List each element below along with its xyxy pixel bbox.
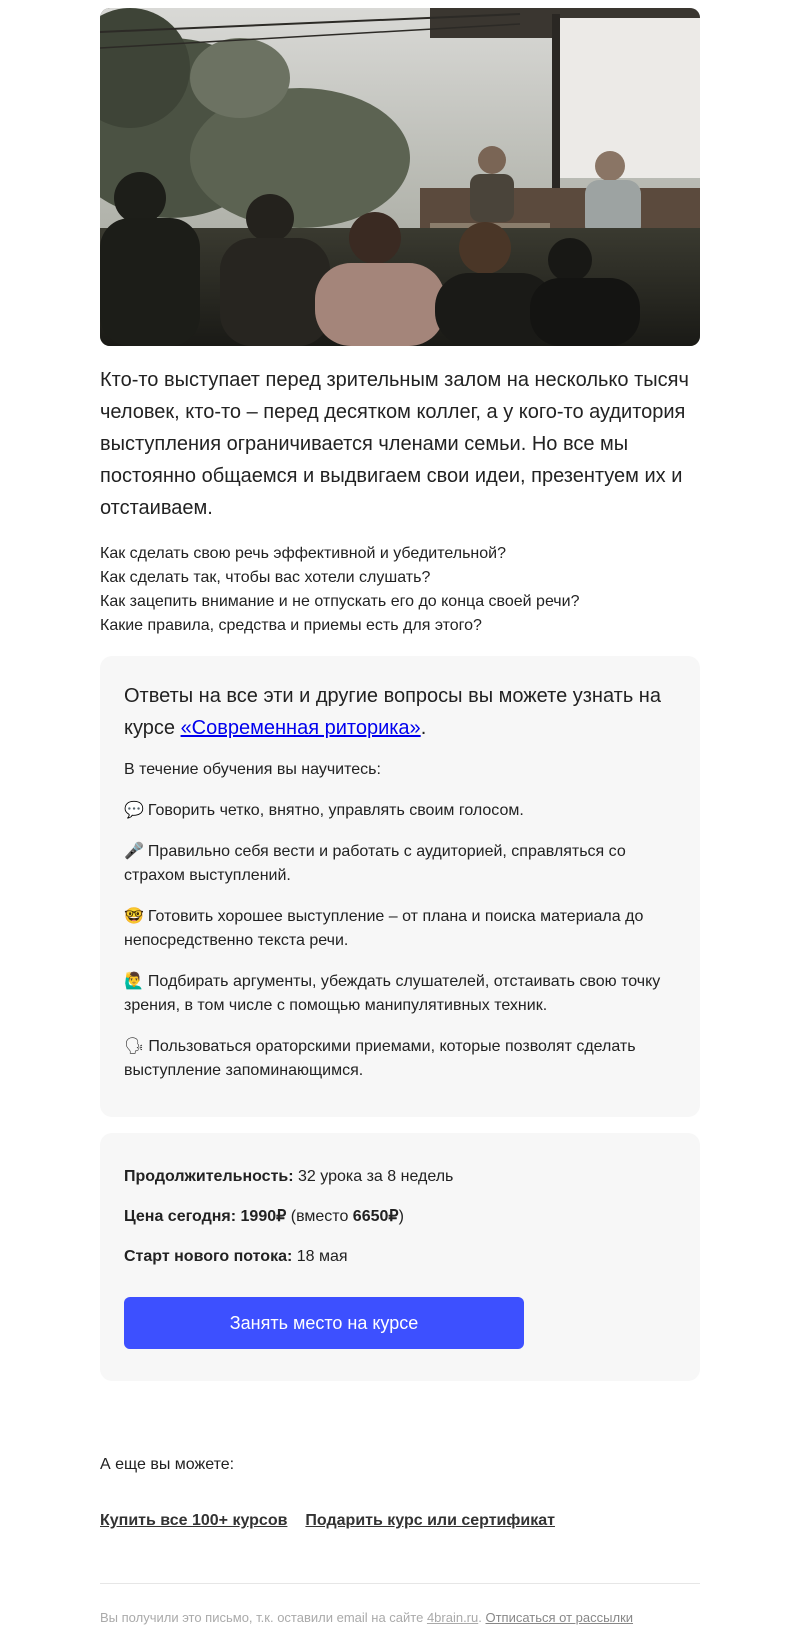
skill-item [124, 839, 676, 888]
more-options-links [100, 1509, 700, 1533]
skill-item [124, 1034, 676, 1083]
price-label: Цена сегодня: 1990₽ [124, 1208, 287, 1225]
start-value: 18 мая [292, 1248, 348, 1265]
start-row [124, 1245, 676, 1269]
course-card-title-prefix: Ответы на все эти и другие вопросы вы можете узнать на курсе [124, 685, 661, 739]
course-link[interactable]: «Современная риторика» [180, 717, 421, 739]
raising-hand-icon: 🙋‍♂️ [124, 971, 144, 990]
course-info-card [100, 1133, 700, 1381]
buy-all-courses-link[interactable]: Купить все 100+ курсов [100, 1512, 288, 1529]
duration-label: Продолжительность: [124, 1168, 294, 1185]
duration-value: 32 урока за 8 недель [293, 1168, 454, 1185]
question-list [100, 542, 700, 638]
hero-photo-illustration [100, 8, 700, 346]
nerd-face-icon: 🤓 [124, 906, 144, 925]
skill-text: Подбирать аргументы, убеждать слушателей, отстаивать свою точку зрения, в том числе с помощью манипулятивных техник. [124, 973, 661, 1014]
speaking-head-icon: 🗣 [124, 1036, 145, 1055]
skill-item [124, 904, 676, 953]
more-options-title: А еще вы можете: [100, 1456, 235, 1473]
course-card-subtitle: В течение обучения вы научитесь: [124, 761, 381, 778]
intro-lead: Кто-то выступает перед зрительным залом на несколько тысяч человек, кто-то – перед десятком коллег, а у кого-то аудитория выступления ограничивается членами семьи. Но все мы постоянно общаемся и выдвигаем свои идеи, презентуем их и отстаиваем. [100, 369, 689, 519]
skill-item [124, 969, 676, 1018]
price-instead-prefix: (вместо [286, 1208, 353, 1225]
course-card [100, 656, 700, 1117]
email-body [100, 0, 700, 1628]
skill-text: Говорить четко, внятно, управлять своим голосом. [147, 802, 524, 819]
course-card-title-suffix: . [420, 717, 427, 739]
enroll-button[interactable]: Занять место на курсе [124, 1297, 524, 1349]
start-label: Старт нового потока: [124, 1248, 293, 1265]
skill-text: Пользоваться ораторскими приемами, которые позволят сделать выступление запоминающимся. [124, 1038, 636, 1079]
question-item: Какие правила, средства и приемы есть для этого? [100, 617, 482, 634]
skill-text: Правильно себя вести и работать с аудиторией, справляться со страхом выступлений. [124, 843, 626, 884]
hero-image [100, 8, 700, 346]
footer-note [100, 1608, 700, 1628]
old-price: 6650₽ [352, 1208, 399, 1225]
site-link[interactable]: 4brain.ru [426, 1610, 479, 1625]
question-item: Как зацепить внимание и не отпускать его до конца своей речи? [100, 593, 580, 610]
question-item: Как сделать так, чтобы вас хотели слушать? [100, 569, 431, 586]
unsubscribe-link[interactable]: Отписаться от рассылки [485, 1610, 634, 1625]
footer-divider [100, 1583, 700, 1584]
price-instead-suffix: ) [398, 1208, 404, 1225]
course-card-title [124, 680, 676, 744]
footer-separator: . [478, 1610, 486, 1625]
duration-row [124, 1165, 676, 1189]
skill-text: Готовить хорошее выступление – от плана и поиска материала до непосредственно текста речи. [124, 908, 644, 949]
gift-course-link[interactable]: Подарить курс или сертификат [305, 1512, 555, 1529]
speech-bubble-icon: 💬 [124, 800, 144, 819]
question-item: Как сделать свою речь эффективной и убедительной? [100, 545, 506, 562]
microphone-icon: 🎤 [124, 841, 144, 860]
footer-text: Вы получили это письмо, т.к. оставили email на сайте [100, 1610, 427, 1625]
price-row [124, 1205, 676, 1229]
skill-item [124, 798, 676, 823]
